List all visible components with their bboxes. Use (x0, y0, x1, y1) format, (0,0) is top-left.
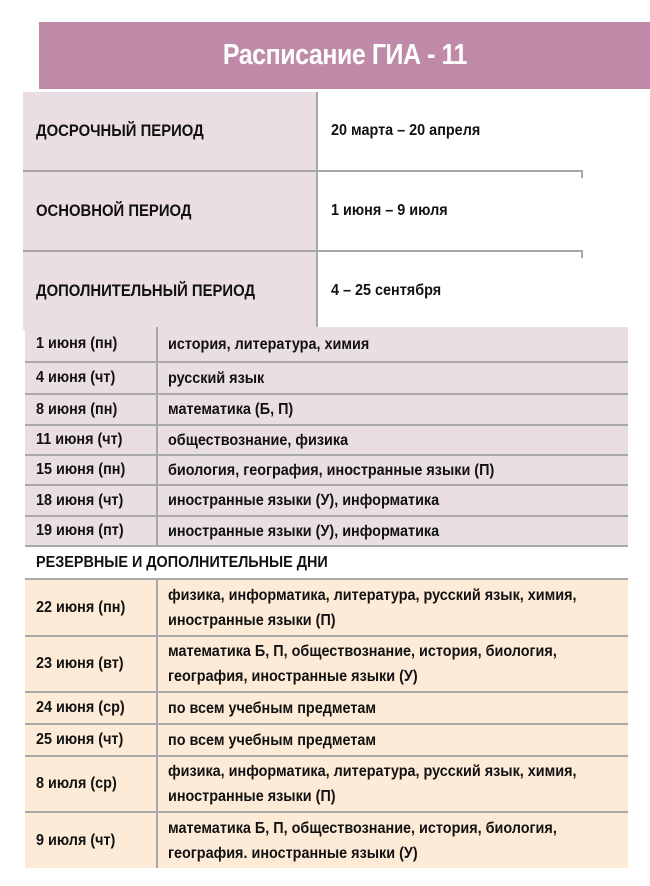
periods-table (23, 92, 582, 330)
exam-date-label: 9 июля (чт) (36, 831, 116, 849)
exam-date (25, 327, 158, 361)
period-row-early (23, 92, 582, 170)
exam-subjects (158, 486, 628, 515)
exam-subjects (158, 757, 628, 811)
exam-date-label: 8 июня (пн) (36, 400, 118, 418)
period-name (23, 172, 318, 250)
exam-subjects-label: биология, география, иностранные языки (П) (168, 461, 495, 479)
exam-subjects-label: обществознание, физика (168, 431, 349, 449)
exam-date (25, 517, 158, 545)
exam-subjects-label: физика, информатика, литература, русский язык, химия, иностранные языки (П) (168, 586, 577, 629)
period-row-main (23, 170, 582, 250)
exam-date-label: 24 июня (ср) (36, 699, 125, 716)
exam-subjects-label: история, литература, химия (168, 335, 370, 353)
exam-subjects-label: физика, информатика, литература, русский язык, химия, иностранные языки (П) (168, 763, 577, 805)
exam-subjects (158, 725, 628, 755)
table-row (25, 517, 628, 547)
period-name (23, 252, 318, 330)
exam-subjects (158, 456, 628, 484)
exam-date (25, 637, 158, 691)
exam-date-label: 19 июня (пт) (36, 522, 124, 539)
period-dates (318, 172, 582, 250)
exam-date-label: 22 июня (пн) (36, 598, 126, 616)
exam-subjects-label: математика (Б, П) (168, 401, 294, 418)
table-row (25, 456, 628, 486)
table-row (25, 327, 628, 363)
exam-subjects (158, 693, 628, 723)
exam-date-label: 25 июня (чт) (36, 731, 124, 748)
table-row (25, 693, 628, 725)
table-row (25, 580, 628, 637)
reserve-section-title: РЕЗЕРВНЫЕ И ДОПОЛНИТЕЛЬНЫЕ ДНИ (36, 553, 328, 571)
reserve-section-heading (25, 547, 628, 580)
exam-subjects (158, 580, 628, 635)
exam-date-label: 4 июня (чт) (36, 369, 116, 386)
period-name-label: ДОСРОЧНЫЙ ПЕРИОД (36, 121, 204, 140)
exam-date-label: 1 июня (пн) (36, 335, 118, 352)
exam-subjects (158, 813, 628, 868)
exam-subjects (158, 395, 628, 424)
exam-date-label: 11 июня (чт) (36, 431, 123, 448)
period-name (23, 92, 318, 170)
table-row (25, 363, 628, 395)
period-dates (318, 252, 582, 330)
page-title: Расписание ГИА - 11 (222, 39, 467, 71)
exam-date (25, 395, 158, 424)
table-row (25, 757, 628, 813)
exam-date (25, 757, 158, 811)
table-row (25, 486, 628, 517)
table-row (25, 813, 628, 868)
period-dates-label: 4 – 25 сентября (331, 282, 442, 299)
period-dates-label: 1 июня – 9 июля (331, 202, 448, 219)
exam-date (25, 725, 158, 755)
period-name-label: ОСНОВНОЙ ПЕРИОД (36, 201, 192, 220)
exam-subjects-label: иностранные языки (У), информатика (168, 522, 440, 540)
exam-subjects (158, 517, 628, 545)
exam-subjects (158, 426, 628, 454)
exam-subjects (158, 637, 628, 691)
exam-subjects-label: по всем учебным предметам (168, 731, 377, 749)
period-dates-label: 20 марта – 20 апреля (331, 122, 481, 139)
exam-subjects-label: русский язык (168, 369, 265, 387)
exam-date (25, 580, 158, 635)
table-row (25, 395, 628, 426)
exam-date-label: 18 июня (чт) (36, 491, 124, 509)
exam-date (25, 813, 158, 868)
exam-date-label: 8 июля (ср) (36, 775, 117, 792)
exam-subjects (158, 327, 628, 361)
period-name-label: ДОПОЛНИТЕЛЬНЫЙ ПЕРИОД (36, 281, 256, 300)
exam-date (25, 456, 158, 484)
exam-subjects (158, 363, 628, 393)
table-row (25, 637, 628, 693)
period-dates (318, 92, 582, 170)
period-row-additional (23, 250, 582, 330)
page-header (39, 22, 650, 89)
exam-date (25, 486, 158, 515)
exam-date (25, 426, 158, 454)
exam-date (25, 693, 158, 723)
schedule-table (25, 327, 628, 868)
exam-subjects-label: математика Б, П, обществознание, история, биология, география. иностранные языки (У) (168, 819, 557, 862)
exam-subjects-label: иностранные языки (У), информатика (168, 492, 440, 509)
exam-date (25, 363, 158, 393)
table-row (25, 426, 628, 456)
exam-date-label: 23 июня (вт) (36, 655, 124, 672)
table-row (25, 725, 628, 757)
exam-date-label: 15 июня (пн) (36, 461, 126, 478)
exam-subjects-label: математика Б, П, обществознание, история, биология, география, иностранные языки (У) (168, 643, 557, 685)
exam-subjects-label: по всем учебным предметам (168, 699, 377, 717)
